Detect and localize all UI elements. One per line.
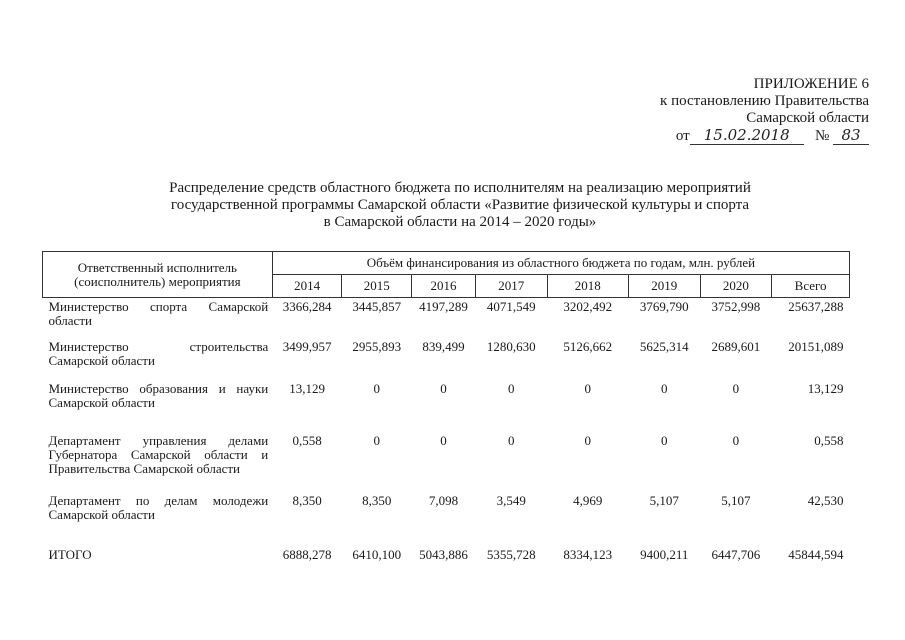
cell-value: 0 (440, 381, 447, 396)
cell-value: 13,129 (289, 381, 325, 396)
appendix-title: ПРИЛОЖЕНИЕ 6 (753, 76, 869, 92)
date-prefix: от (675, 128, 690, 144)
cell-value: 3445,857 (352, 299, 402, 314)
table-row (43, 492, 850, 546)
header-year: 2018 (547, 275, 628, 298)
cell-value: 5043,886 (419, 547, 468, 562)
cell-value: 0 (661, 381, 668, 396)
handwritten-date: 15.02.2018 (690, 127, 804, 145)
cell-value: 3,549 (496, 493, 526, 508)
header-year: 2020 (700, 275, 772, 298)
appendix-date-line (660, 127, 869, 145)
header-year: 2019 (628, 275, 700, 298)
cell-value: 4,969 (573, 493, 603, 508)
cell-value: 0 (661, 433, 668, 448)
cell-value: 6410,100 (352, 547, 402, 562)
cell-total: 25637,288 (788, 299, 844, 314)
cell-value: 0 (584, 433, 591, 448)
cell-value: 7,098 (428, 493, 459, 508)
cell-value: 0 (373, 381, 381, 396)
header-responsible: Ответственный исполнитель (соисполнитель) мероприятия (43, 252, 273, 298)
header-funding: Объём финансирования из областного бюджета по годам, млн. рублей (272, 252, 849, 275)
cell-value: 0 (732, 433, 740, 448)
table-row (43, 298, 850, 339)
table-row (43, 432, 850, 492)
title-line-3: в Самарской области на 2014 – 2020 годы» (323, 214, 597, 230)
funding-table (42, 251, 850, 566)
cell-value: 3752,998 (711, 299, 761, 314)
cell-value: 6447,706 (711, 547, 761, 562)
cell-value: 5,107 (649, 493, 679, 508)
cell-value: 5625,314 (639, 339, 689, 354)
header-year: 2016 (412, 275, 476, 298)
handwritten-number: 83 (833, 127, 869, 145)
row-executor: Министерство строительства Самарской области (48, 339, 269, 368)
cell-value: 8,350 (362, 493, 392, 508)
title-line-1: Распределение средств областного бюджета по исполнителям на реализацию мероприятий (169, 180, 751, 196)
cell-value: 5126,662 (563, 339, 613, 354)
header-year: 2014 (272, 275, 342, 298)
cell-value: 0 (373, 433, 381, 448)
cell-value: 3769,790 (639, 299, 689, 314)
title-line-2: государственной программы Самарской области «Развитие физической культуры и спорта (170, 197, 750, 213)
cell-value: 0,558 (292, 433, 322, 448)
cell-value: 9400,211 (640, 547, 689, 562)
appendix-region: Самарской области (746, 110, 869, 126)
row-executor: Министерство спорта Самарской области (48, 299, 269, 328)
cell-total: 20151,089 (788, 339, 844, 354)
appendix-header (660, 76, 869, 145)
row-total-label: ИТОГО (48, 547, 92, 562)
cell-value: 0 (732, 381, 740, 396)
cell-total: 13,129 (807, 381, 844, 396)
cell-value: 4197,289 (419, 299, 468, 314)
cell-value: 0 (508, 381, 515, 396)
total-row (43, 546, 850, 566)
cell-total: 45844,594 (788, 547, 844, 562)
cell-value: 6888,278 (282, 547, 332, 562)
cell-value: 839,499 (422, 339, 465, 354)
cell-value: 5355,728 (486, 547, 536, 562)
cell-value: 3366,284 (282, 299, 332, 314)
table-row (43, 380, 850, 432)
document-title (120, 180, 800, 231)
cell-value: 0 (440, 433, 447, 448)
table-row (43, 338, 850, 380)
cell-value: 2689,601 (711, 339, 761, 354)
appendix-resolution: к постановлению Правительства (660, 93, 869, 109)
cell-total: 42,530 (807, 493, 844, 508)
cell-value: 2955,893 (352, 339, 402, 354)
row-executor: Департамент управления делами Губернатора Самарской области и Правительства Самарской области (48, 433, 269, 476)
cell-value: 1280,630 (486, 339, 536, 354)
cell-value: 0 (584, 381, 591, 396)
cell-value: 3499,957 (282, 339, 332, 354)
cell-value: 5,107 (721, 493, 751, 508)
row-executor: Министерство образования и науки Самарской области (48, 381, 269, 410)
cell-value: 8334,123 (563, 547, 613, 562)
cell-value: 8,350 (292, 493, 322, 508)
cell-value: 3202,492 (563, 299, 613, 314)
header-year: 2017 (475, 275, 547, 298)
header-total: Всего (772, 275, 850, 298)
header-year: 2015 (342, 275, 412, 298)
row-executor: Департамент по делам молодежи Самарской области (48, 493, 269, 522)
cell-value: 0 (508, 433, 515, 448)
number-prefix: № (814, 128, 830, 144)
cell-total: 0,558 (814, 433, 844, 448)
cell-value: 4071,549 (486, 299, 536, 314)
